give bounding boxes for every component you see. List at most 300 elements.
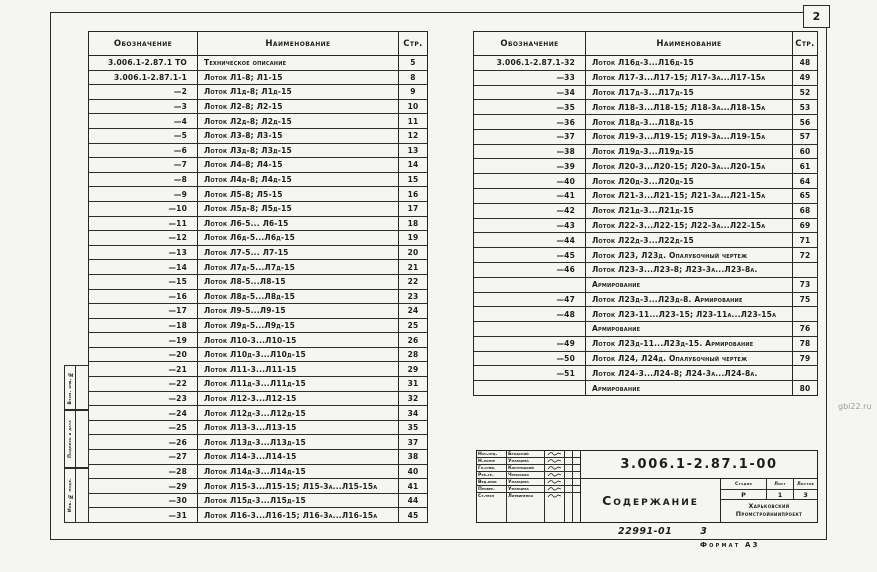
cell-page: 73: [799, 280, 811, 290]
date-cell: [565, 451, 573, 457]
table-row: [89, 494, 427, 509]
cell-name: Техническое описание: [198, 56, 399, 70]
title-block: [476, 450, 818, 523]
table-row: [89, 129, 427, 144]
cell-page: 11: [407, 116, 419, 126]
cell-designation: —5: [89, 129, 198, 143]
sheet-header: Лист: [767, 479, 794, 489]
table-row: [89, 144, 427, 159]
date-cell: [565, 486, 573, 492]
cell-page: 34: [407, 408, 419, 418]
cell-page: 20: [407, 248, 419, 258]
cell-page: 35: [407, 423, 419, 433]
table-row: [89, 71, 427, 86]
table-row: [89, 290, 427, 305]
organization-line1: Харьковский: [748, 502, 790, 510]
date-cell: [565, 472, 573, 478]
cell-page: 44: [407, 496, 419, 506]
cell-page: 29: [407, 364, 419, 374]
cell-designation: 3.006.1-2.87.1-1: [89, 71, 198, 85]
cell-page: [793, 307, 817, 321]
cell-designation: 3.006.1-2.87.1 ТО: [89, 56, 198, 70]
cell-page: 5: [410, 58, 416, 68]
signature-role: Рук.гр.: [477, 472, 507, 478]
cell-name: Лоток Л10д-3...Л10д-15: [198, 348, 399, 362]
cell-name: Лоток Л8-5...Л8-15: [198, 275, 399, 289]
cell-designation: [474, 381, 586, 395]
cell-page: 22: [407, 277, 419, 287]
cell-name: Лоток Л21д-3...Л21д-15: [586, 204, 793, 218]
signature-row: [477, 451, 580, 458]
signature-role: Н.контр: [477, 458, 507, 464]
cell-designation: —20: [89, 348, 198, 362]
stage-values-row: [721, 490, 817, 500]
cell-designation: —27: [89, 450, 198, 464]
cell-page: 40: [407, 466, 419, 476]
table-row: [474, 293, 817, 308]
cell-page: 23: [407, 291, 419, 301]
table-row: [89, 392, 427, 407]
cell-designation: —49: [474, 337, 586, 351]
cell-designation: —26: [89, 435, 198, 449]
signature-name: Коротицкий: [507, 465, 545, 471]
date-cell: [573, 472, 580, 478]
cell-page: 12: [407, 131, 419, 141]
cell-page: 37: [407, 437, 419, 447]
cell-name: Лоток Л24-3...Л24-8; Л24-3а...Л24-8а.: [586, 366, 793, 380]
side-box-vzam-inv: [64, 365, 89, 410]
table-row: [89, 202, 427, 217]
cell-name: Лоток Л3-8; Л3-15: [198, 129, 399, 143]
cell-page: 64: [799, 176, 811, 186]
date-cell: [573, 499, 580, 522]
stage-header-row: [721, 479, 817, 490]
cell-page: 21: [407, 262, 419, 272]
cell-name: Лоток Л2д-8; Л2д-15: [198, 114, 399, 128]
signature-icon: [547, 451, 563, 457]
cell-name: Лоток Л23, Л23д. Опалубочный чертеж: [586, 248, 793, 262]
table-row: [89, 217, 427, 232]
table-row: [89, 348, 427, 363]
table-row: [89, 173, 427, 188]
signature-row: [477, 479, 580, 486]
table-row: [474, 352, 817, 367]
table-row: [474, 86, 817, 101]
cell-name: Лоток Л11д-3...Л11д-15: [198, 377, 399, 391]
cell-designation: —4: [89, 114, 198, 128]
cell-page: 48: [799, 58, 811, 68]
sheets-header: Листов: [796, 481, 815, 487]
signature-role: [477, 499, 507, 522]
cell-name: Лоток Л22-3...Л22-15; Л22-3а...Л22-15а: [586, 219, 793, 233]
signature-role: Вед.инж: [477, 479, 507, 485]
cell-name: Лоток Л20д-3...Л20д-15: [586, 174, 793, 188]
table-row: [474, 248, 817, 263]
table-row: [474, 278, 817, 293]
cell-designation: —42: [474, 204, 586, 218]
cell-name: Лоток Л15-3...Л15-15; Л15-3а...Л15-15а: [198, 479, 399, 493]
table-rows: [474, 56, 817, 395]
cell-page: 9: [410, 87, 416, 97]
cell-page: 76: [799, 324, 811, 334]
date-cell: [565, 465, 573, 471]
signature-name: Уманцева: [507, 479, 545, 485]
sheet-number: 2: [812, 10, 821, 23]
cell-page: 10: [407, 102, 419, 112]
signature-row-empty: [477, 499, 580, 522]
cell-name: Лоток Л11-3...Л11-15: [198, 362, 399, 376]
date-cell: [565, 499, 573, 522]
signature-role: Гл.спец: [477, 465, 507, 471]
cell-page: 69: [799, 220, 811, 230]
cell-page: 28: [407, 350, 419, 360]
cell-name: Лоток Л23-11...Л23-15; Л23-11а...Л23-15а: [586, 307, 793, 321]
table-row: [89, 479, 427, 494]
cell-name: Лоток Л14д-3...Л14д-15: [198, 465, 399, 479]
signature-name: Чумакова: [507, 472, 545, 478]
cell-name: Лоток Л22д-3...Л22д-15: [586, 233, 793, 247]
table-row: [89, 114, 427, 129]
stage-grid: [721, 479, 817, 522]
date-cell: [573, 451, 580, 457]
cell-designation: —47: [474, 293, 586, 307]
cell-page: 75: [799, 294, 811, 304]
document-number: 3.006.1-2.87.1-00: [581, 451, 817, 479]
organization-line2: Промстройниипроект: [735, 511, 803, 518]
signature-icon: [547, 458, 563, 464]
cell-designation: —19: [89, 333, 198, 347]
cell-name: Лоток Л12-3...Л12-15: [198, 392, 399, 406]
cell-name: Армирование: [586, 322, 793, 336]
signature-icon: [547, 472, 563, 478]
cell-name: Лоток Л16д-3...Л16д-15: [586, 56, 793, 70]
table-row: [474, 233, 817, 248]
cell-page: 15: [407, 175, 419, 185]
table-header: [474, 32, 817, 56]
cell-designation: —23: [89, 392, 198, 406]
cell-name: Лоток Л2-8; Л2-15: [198, 100, 399, 114]
cell-name: Армирование: [586, 381, 793, 395]
cell-designation: —51: [474, 366, 586, 380]
table-row: [89, 85, 427, 100]
signature-cell: [545, 479, 565, 485]
cell-designation: —15: [89, 275, 198, 289]
cell-page: 26: [407, 335, 419, 345]
watermark: gbi22.ru: [838, 402, 872, 411]
table-row: [89, 450, 427, 465]
cell-page: 41: [407, 481, 419, 491]
cell-page: 53: [799, 102, 811, 112]
cell-page: 57: [799, 132, 811, 142]
format-label: Формат А3: [700, 541, 760, 549]
table-row: [474, 381, 817, 395]
cell-name: Лоток Л18д-3...Л18д-15: [586, 115, 793, 129]
date-cell: [573, 465, 580, 471]
cell-designation: —9: [89, 187, 198, 201]
table-row: [474, 71, 817, 86]
table-row: [89, 377, 427, 392]
cell-designation: —35: [474, 100, 586, 114]
table-row: [474, 337, 817, 352]
cell-name: Лоток Л9д-5...Л9д-15: [198, 319, 399, 333]
cell-name: Лоток Л10-3...Л10-15: [198, 333, 399, 347]
cell-page: 68: [799, 206, 811, 216]
contents-table-right: [473, 31, 818, 396]
cell-designation: —29: [89, 479, 198, 493]
cell-name: Лоток Л6-5... Л6-15: [198, 217, 399, 231]
table-row: [89, 406, 427, 421]
table-row: [474, 115, 817, 130]
table-row: [474, 189, 817, 204]
cell-designation: —2: [89, 85, 198, 99]
cell-name: Лоток Л7-5... Л7-15: [198, 246, 399, 260]
cell-name: Лоток Л14-3...Л14-15: [198, 450, 399, 464]
cell-name: Лоток Л19д-3...Л19д-15: [586, 145, 793, 159]
cell-designation: —43: [474, 219, 586, 233]
cell-designation: —44: [474, 233, 586, 247]
cell-name: Лоток Л9-5...Л9-15: [198, 304, 399, 318]
signature-name: [507, 499, 545, 522]
sheets-value: 3: [803, 490, 808, 499]
side-box-inv-podl: [64, 468, 89, 523]
signature-name: Уманцева: [507, 458, 545, 464]
table-row: [89, 260, 427, 275]
side-label-strip: [65, 411, 76, 467]
cell-designation: —33: [474, 71, 586, 85]
sheet-number-box: [803, 5, 830, 28]
signature-icon: [547, 486, 563, 492]
table-row: [474, 219, 817, 234]
cell-designation: —12: [89, 231, 198, 245]
stage-value: Р: [721, 490, 767, 499]
cell-name: Лоток Л4д-8; Л4д-15: [198, 173, 399, 187]
cell-designation: —39: [474, 159, 586, 173]
document-title: Содержание: [581, 479, 721, 522]
cell-page: 13: [407, 145, 419, 155]
cell-page: 8: [410, 72, 416, 82]
cell-designation: —45: [474, 248, 586, 262]
cell-designation: —46: [474, 263, 586, 277]
table-row: [89, 333, 427, 348]
cell-page: 18: [407, 218, 419, 228]
header-name: Наименование: [198, 32, 399, 55]
date-cell: [573, 458, 580, 464]
side-label-strip: [65, 469, 76, 522]
date-cell: [565, 479, 573, 485]
cell-name: Лоток Л17д-3...Л17д-15: [586, 86, 793, 100]
table-row: [474, 322, 817, 337]
cell-designation: —10: [89, 202, 198, 216]
cell-designation: —18: [89, 319, 198, 333]
table-row: [474, 159, 817, 174]
cell-name: Лоток Л19-3...Л19-15; Л19-3а...Л19-15а: [586, 130, 793, 144]
cell-designation: —7: [89, 158, 198, 172]
signature-grid: [477, 451, 581, 522]
table-row: [474, 145, 817, 160]
cell-designation: [474, 322, 586, 336]
table-row: [89, 275, 427, 290]
cell-designation: —36: [474, 115, 586, 129]
side-label-vzam: Взам. инв. №: [67, 370, 73, 405]
signature-cell: [545, 486, 565, 492]
table-row: [89, 508, 427, 522]
side-label-strip: [65, 366, 76, 409]
cell-page: 16: [407, 189, 419, 199]
table-row: [89, 319, 427, 334]
signature-cell: [545, 451, 565, 457]
table-row: [89, 304, 427, 319]
cell-name: Лоток Л23д-11...Л23д-15. Армирование: [586, 337, 793, 351]
signature-cell: [545, 465, 565, 471]
signature-cell: [545, 472, 565, 478]
signature-cell: [545, 458, 565, 464]
cell-designation: —37: [474, 130, 586, 144]
cell-designation: 3.006.1-2.87.1-32: [474, 56, 586, 70]
cell-designation: —40: [474, 174, 586, 188]
cell-page: 45: [407, 510, 419, 520]
table-row: [89, 465, 427, 480]
cell-page: 24: [407, 306, 419, 316]
cell-designation: —6: [89, 144, 198, 158]
title-block-main: [581, 451, 817, 522]
cell-page: 72: [799, 250, 811, 260]
cell-page: 31: [407, 379, 419, 389]
side-label-inv: Инв. № подл.: [67, 478, 73, 513]
cell-designation: —48: [474, 307, 586, 321]
cell-page: 79: [799, 354, 811, 364]
table-row: [474, 263, 817, 278]
cell-designation: —14: [89, 260, 198, 274]
cell-page: 65: [799, 191, 811, 201]
header-designation: Обозначение: [474, 32, 586, 55]
cell-name: Лоток Л1-8; Л1-15: [198, 71, 399, 85]
cell-page: 61: [799, 161, 811, 171]
signature-rows: [477, 451, 580, 499]
table-row: [474, 174, 817, 189]
cell-page: 17: [407, 204, 419, 214]
table-header: [89, 32, 427, 56]
cell-designation: —30: [89, 494, 198, 508]
table-row: [89, 362, 427, 377]
cell-designation: —17: [89, 304, 198, 318]
cell-name: Лоток Л17-3...Л17-15; Л17-3а...Л17-15а: [586, 71, 793, 85]
side-label-podpis: Подпись и дата: [67, 420, 73, 458]
cell-name: Лоток Л3д-8; Л3д-15: [198, 144, 399, 158]
cell-designation: —21: [89, 362, 198, 376]
cell-page: [793, 366, 817, 380]
date-cell: [573, 486, 580, 492]
cell-page: 49: [799, 73, 811, 83]
cell-name: Лоток Л7д-5...Л7д-15: [198, 260, 399, 274]
sheet-value: 1: [767, 490, 794, 499]
cell-designation: —31: [89, 508, 198, 522]
signature-name: Бродский: [507, 451, 545, 457]
cell-designation: —24: [89, 406, 198, 420]
signature-icon: [547, 479, 563, 485]
cell-name: Лоток Л15д-3...Л15д-15: [198, 494, 399, 508]
cell-designation: —50: [474, 352, 586, 366]
signature-cell: [545, 499, 565, 522]
signature-name: Литвиненко: [507, 493, 545, 499]
cell-name: Лоток Л18-3...Л18-15; Л18-3а...Л18-15а: [586, 100, 793, 114]
cell-page: 78: [799, 339, 811, 349]
side-box-podpis-data: [64, 410, 89, 468]
table-row: [474, 100, 817, 115]
cell-name: Лоток Л1д-8; Л1д-15: [198, 85, 399, 99]
table-row: [474, 307, 817, 322]
cell-page: 14: [407, 160, 419, 170]
cell-designation: —11: [89, 217, 198, 231]
cell-name: Лоток Л20-3...Л20-15; Л20-3а...Л20-15а: [586, 159, 793, 173]
cell-designation: —8: [89, 173, 198, 187]
header-page: Стр.: [403, 38, 423, 49]
cell-name: Лоток Л16-3...Л16-15; Л16-3а...Л16-15а: [198, 508, 399, 522]
header-designation: Обозначение: [89, 32, 198, 55]
cell-designation: —22: [89, 377, 198, 391]
cell-designation: —3: [89, 100, 198, 114]
signature-row: [477, 465, 580, 472]
signature-role: Ст.техн: [477, 493, 507, 499]
cell-name: Лоток Л5-8; Л5-15: [198, 187, 399, 201]
table-row: [89, 187, 427, 202]
archive-sheet: 3: [700, 526, 708, 537]
cell-page: 32: [407, 393, 419, 403]
cell-designation: [474, 278, 586, 292]
date-cell: [565, 458, 573, 464]
header-page: Стр.: [795, 38, 815, 49]
archive-number: 22991-01: [618, 526, 673, 537]
cell-page: 80: [799, 383, 811, 393]
cell-page: 71: [799, 235, 811, 245]
cell-name: Лоток Л12д-3...Л12д-15: [198, 406, 399, 420]
cell-name: Лоток Л8д-5...Л8д-15: [198, 290, 399, 304]
signature-row: [477, 486, 580, 493]
table-row: [89, 231, 427, 246]
cell-page: 25: [407, 320, 419, 330]
date-cell: [573, 479, 580, 485]
cell-name: Лоток Л21-3...Л21-15; Л21-3а...Л21-15а: [586, 189, 793, 203]
cell-name: Армирование: [586, 278, 793, 292]
cell-page: [793, 263, 817, 277]
signature-icon: [547, 465, 563, 471]
table-row: [89, 56, 427, 71]
table-row: [89, 100, 427, 115]
table-row: [89, 158, 427, 173]
signature-row: [477, 472, 580, 479]
cell-designation: —28: [89, 465, 198, 479]
signature-role: Нач.отд.: [477, 451, 507, 457]
signature-row: [477, 458, 580, 465]
cell-designation: —13: [89, 246, 198, 260]
title-block-bottom: [581, 479, 817, 522]
cell-page: 60: [799, 147, 811, 157]
header-name: Наименование: [586, 32, 793, 55]
cell-designation: —25: [89, 421, 198, 435]
table-row: [89, 421, 427, 436]
cell-name: Лоток Л23-3...Л23-8; Л23-3а...Л23-8а.: [586, 263, 793, 277]
cell-name: Лоток Л5д-8; Л5д-15: [198, 202, 399, 216]
cell-designation: —38: [474, 145, 586, 159]
cell-name: Лоток Л24, Л24д. Опалубочный чертеж: [586, 352, 793, 366]
contents-table-left: [88, 31, 428, 523]
cell-name: Лоток Л4-8; Л4-15: [198, 158, 399, 172]
signature-role: Провер.: [477, 486, 507, 492]
cell-page: 52: [799, 87, 811, 97]
table-row: [89, 246, 427, 261]
cell-page: 56: [799, 117, 811, 127]
cell-designation: —16: [89, 290, 198, 304]
cell-name: Лоток Л13д-3...Л13д-15: [198, 435, 399, 449]
